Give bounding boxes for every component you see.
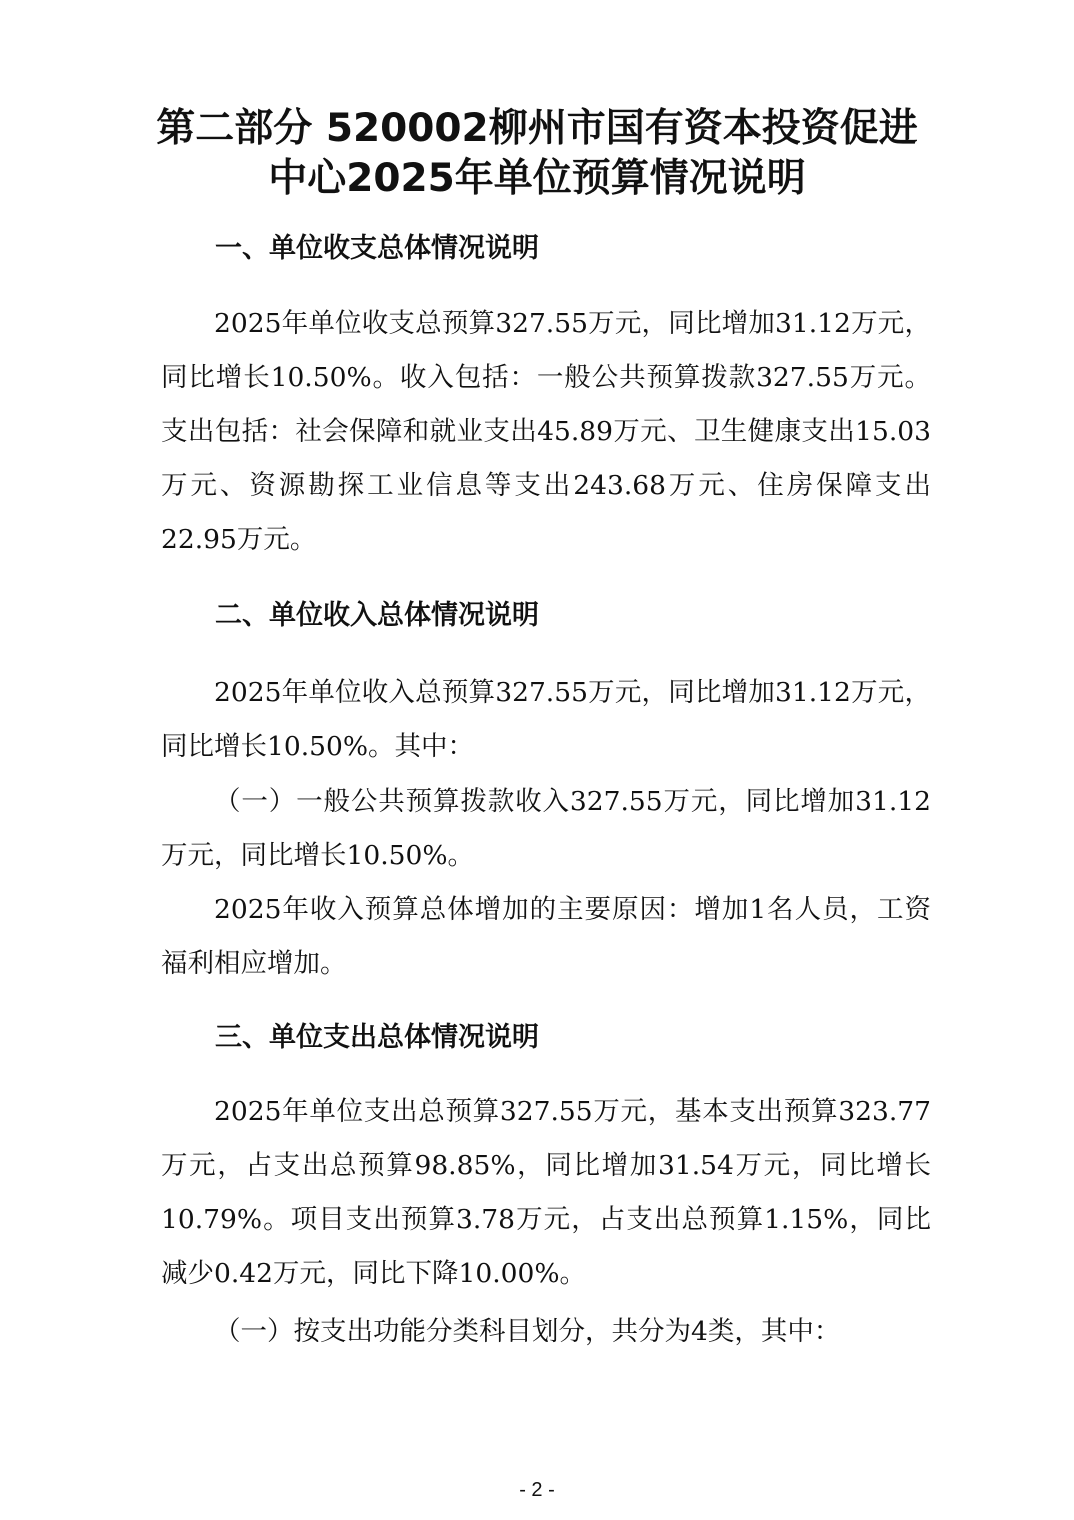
section-heading-1: 一、单位收支总体情况说明 (215, 233, 539, 264)
section-3-paragraph-1: 2025年单位支出总预算327.55万元，基本支出预算323.77万元，占支出总预算98.85%，同比增加31.54万元，同比增长10.79%。项目支出预算3.78万元，占支出总预算1.15%，同比减少0.42万元，同比下降10.00%。 (161, 1096, 931, 1289)
section-2-paragraph-3: 2025年收入预算总体增加的主要原因：增加1名人员，工资福利相应增加。 (161, 894, 931, 979)
section-heading-3: 三、单位支出总体情况说明 (215, 1022, 539, 1053)
section-2-paragraph-1: 2025年单位收入总预算327.55万元，同比增加31.12万元，同比增长10.50%。其中： (161, 677, 931, 762)
section-2-paragraph-2: （一）一般公共预算拨款收入327.55万元，同比增加31.12万元，同比增长10.50%。 (161, 786, 931, 871)
section-heading-2: 二、单位收入总体情况说明 (215, 600, 539, 631)
section-3-paragraph-2: （一）按支出功能分类科目划分，共分为4类，其中： (214, 1316, 841, 1347)
title-line-1: 第二部分 520002柳州市国有资本投资促进 (156, 106, 918, 151)
page-number: - 2 - (519, 1479, 555, 1501)
section-1-paragraph-1: 2025年单位收支总预算327.55万元，同比增加31.12万元，同比增长10.50%。收入包括：一般公共预算拨款327.55万元。支出包括：社会保障和就业支出45.89万元、卫生健康支出15.03万元、资源勘探工业信息等支出243.68万元、住房保障支出22.95万元。 (161, 308, 931, 555)
page-title (0, 104, 1074, 204)
title-line-2: 中心2025年单位预算情况说明 (268, 156, 806, 201)
